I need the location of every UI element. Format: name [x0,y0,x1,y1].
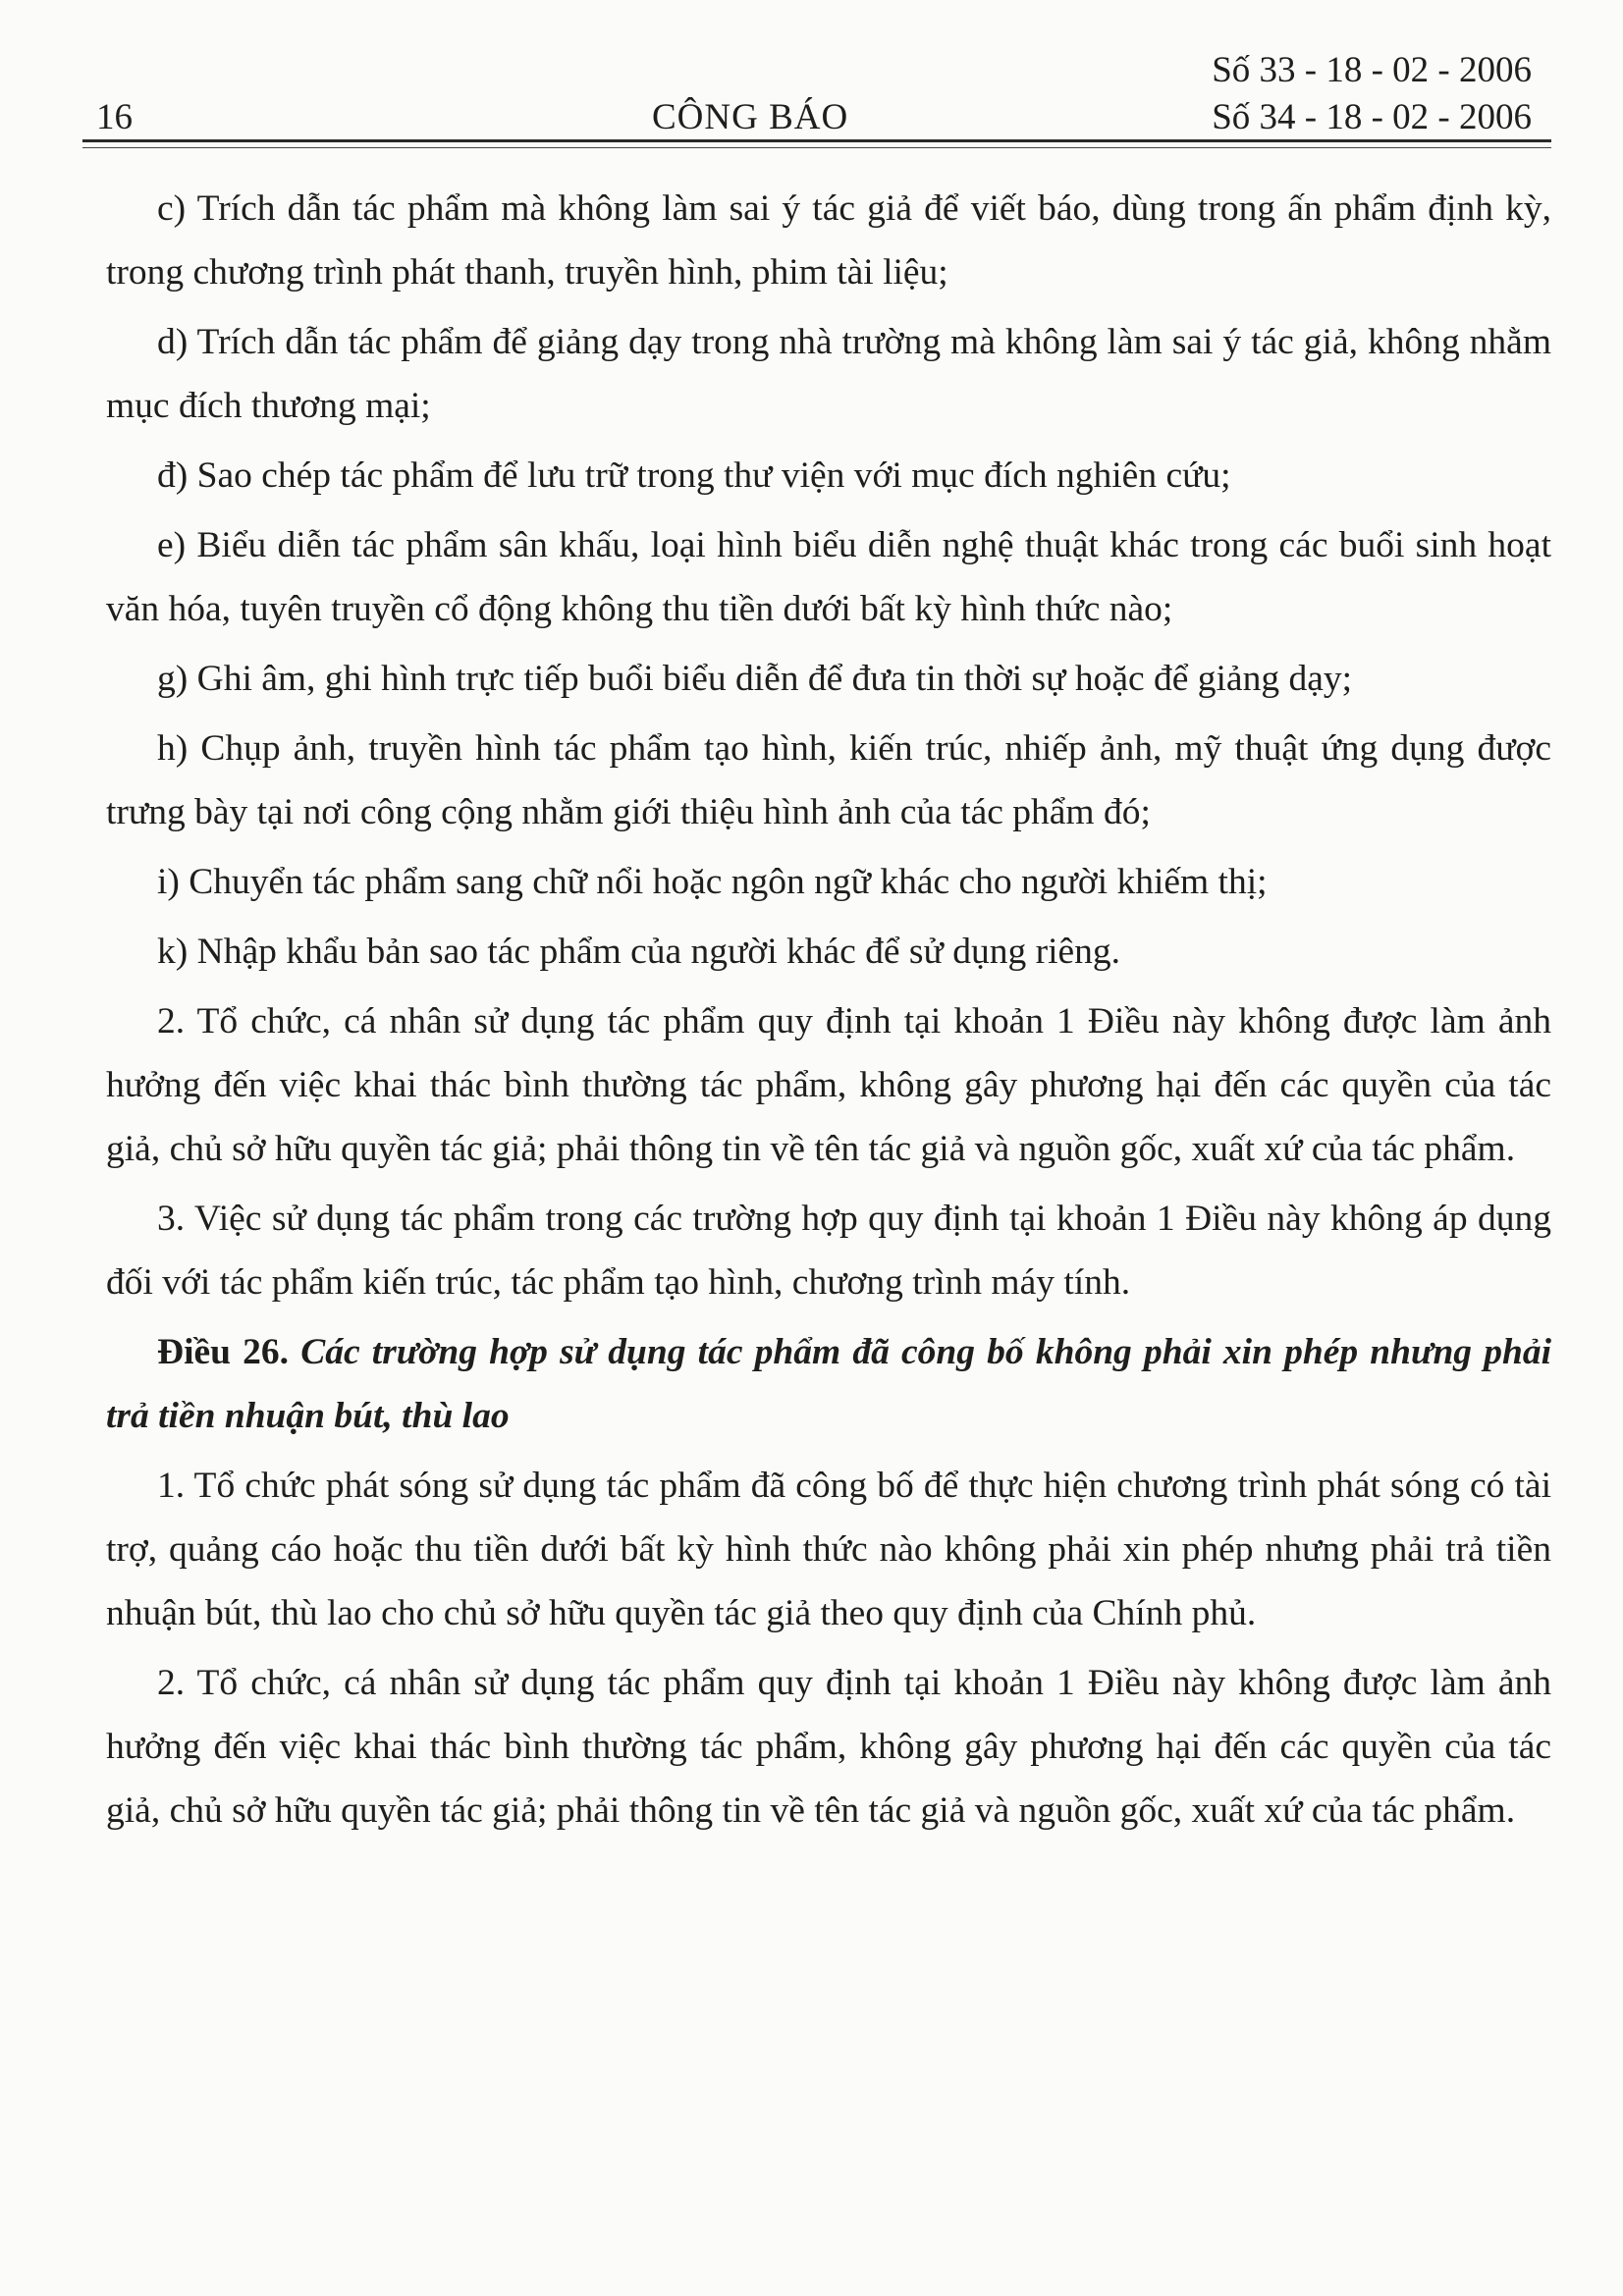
issue-number-1: Số 33 - 18 - 02 - 2006 [1212,50,1532,90]
gazette-title: CÔNG BÁO [652,97,849,137]
article-26-section-2: 2. Tổ chức, cá nhân sử dụng tác phẩm quy định tại khoản 1 Điều này không được làm ảnh hưởng đến việc khai thác bình thường tác phẩm, không gây phương hại đến các quyền của tác giả, chủ sở hữu quyền tác giả; phải thông tin về tên tác giả và nguồn gốc, xuất xứ của tác phẩm. [106,1663,1551,1831]
document-body [106,177,1551,1848]
header-rule-thin [82,147,1551,148]
article-26-title: Các trường hợp sử dụng tác phẩm đã công bố không phải xin phép nhưng phải trả tiền nhuận bút, thù lao [106,1332,1551,1436]
section-3: 3. Việc sử dụng tác phẩm trong các trường hợp quy định tại khoản 1 Điều này không áp dụng đối với tác phẩm kiến trúc, tác phẩm tạo hình, chương trình máy tính. [106,1199,1551,1303]
clause-e: e) Biểu diễn tác phẩm sân khấu, loại hình biểu diễn nghệ thuật khác trong các buổi sinh hoạt văn hóa, tuyên truyền cổ động không thu tiền dưới bất kỳ hình thức nào; [106,525,1551,629]
clause-d: d) Trích dẫn tác phẩm để giảng dạy trong nhà trường mà không làm sai ý tác giả, không nhằm mục đích thương mại; [106,322,1551,426]
section-2: 2. Tổ chức, cá nhân sử dụng tác phẩm quy định tại khoản 1 Điều này không được làm ảnh hưởng đến việc khai thác bình thường tác phẩm, không gây phương hại đến các quyền của tác giả, chủ sở hữu quyền tác giả; phải thông tin về tên tác giả và nguồn gốc, xuất xứ của tác phẩm. [106,1001,1551,1169]
clause-k: k) Nhập khẩu bản sao tác phẩm của người khác để sử dụng riêng. [157,932,1121,972]
page-number: 16 [96,97,133,137]
clause-c: c) Trích dẫn tác phẩm mà không làm sai ý tác giả để viết báo, dùng trong ấn phẩm định kỳ, trong chương trình phát thanh, truyền hình, phim tài liệu; [106,188,1551,293]
article-26-label: Điều 26. [157,1332,290,1372]
article-26-section-1: 1. Tổ chức phát sóng sử dụng tác phẩm đã công bố để thực hiện chương trình phát sóng có tài trợ, quảng cáo hoặc thu tiền dưới bất kỳ hình thức nào không phải xin phép nhưng phải trả tiền nhuận bút, thù lao cho chủ sở hữu quyền tác giả theo quy định của Chính phủ. [106,1466,1551,1633]
issue-numbers [1212,47,1532,141]
clause-i: i) Chuyển tác phẩm sang chữ nổi hoặc ngôn ngữ khác cho người khiếm thị; [157,862,1268,902]
clause-g: g) Ghi âm, ghi hình trực tiếp buổi biểu diễn để đưa tin thời sự hoặc để giảng dạy; [157,659,1353,699]
issue-number-2: Số 34 - 18 - 02 - 2006 [1212,97,1532,137]
page-header [82,41,1551,139]
clause-dd: đ) Sao chép tác phẩm để lưu trữ trong thư viện với mục đích nghiên cứu; [157,455,1231,496]
article-26-heading [106,1320,1551,1448]
header-rule-thick [82,139,1551,142]
clause-h: h) Chụp ảnh, truyền hình tác phẩm tạo hình, kiến trúc, nhiếp ảnh, mỹ thuật ứng dụng được trưng bày tại nơi công cộng nhằm giới thiệu hình ảnh của tác phẩm đó; [106,728,1551,832]
